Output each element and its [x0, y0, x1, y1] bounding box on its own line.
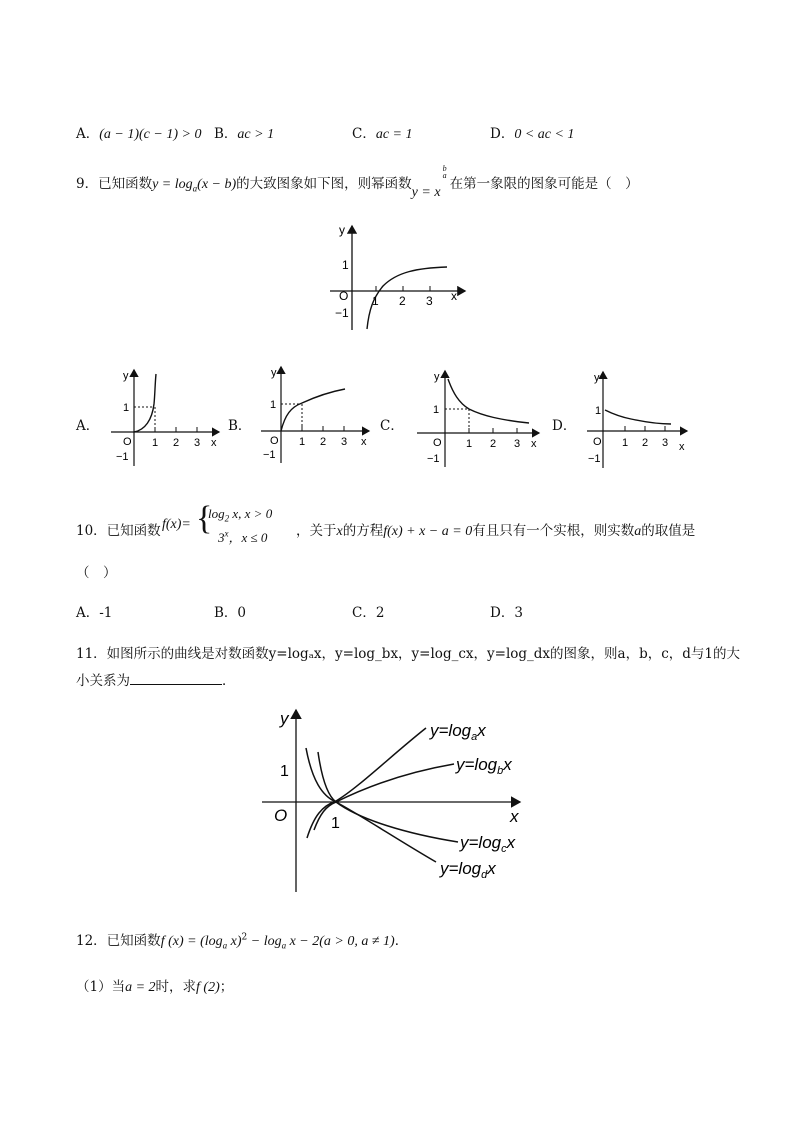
- tick-y-1: 1: [123, 402, 130, 414]
- label-log-d: $y=\log_dx$: [440, 859, 496, 881]
- q10-case1-log: log: [208, 506, 225, 521]
- q9-option-c-label: C．: [380, 418, 404, 434]
- y-label: y: [280, 709, 289, 728]
- x-label: x: [211, 437, 217, 449]
- tick-y-1: 1: [342, 258, 349, 272]
- q9-option-a-graph: [107, 366, 225, 470]
- y-label: y: [271, 367, 277, 379]
- q10-case-2: [218, 527, 267, 546]
- tick-x-1: 1: [152, 437, 159, 449]
- curve-a: [134, 374, 156, 432]
- q12-part1-f: f (2): [196, 980, 220, 995]
- q12-part1-end: ；: [219, 979, 234, 995]
- q8-option-a-text: (a − 1)(c − 1) > 0: [99, 127, 202, 142]
- q9-power: [411, 164, 450, 200]
- q12-formula-4: x − 2(a > 0, a ≠ 1): [286, 934, 395, 949]
- tick-x-2: 2: [642, 437, 649, 449]
- q10-stem-3: 的方程: [342, 523, 384, 539]
- q11-answer-blank[interactable]: [130, 672, 222, 685]
- q8-option-d-text: 0 < ac < 1: [514, 127, 575, 142]
- q8-option-b-text: ac > 1: [237, 127, 275, 142]
- q9-formula-2: (x − b): [197, 177, 237, 192]
- tick-x-1: 1: [299, 436, 306, 448]
- q9-stem-3: 在第一象限的图象可能是（ ）: [449, 176, 639, 192]
- q9-option-d-graph: [583, 368, 693, 472]
- q9-option-d-label: D．: [552, 418, 577, 434]
- y-label: y: [339, 223, 345, 237]
- tick-y-minus1: −1: [588, 453, 601, 465]
- y-label: y: [123, 370, 129, 382]
- q9-power-den: a: [442, 171, 447, 180]
- q10-case1-sub: 2: [224, 513, 230, 524]
- q10-fx: f(x)=: [162, 517, 191, 532]
- q9-stem: [76, 164, 639, 200]
- tick-y-1: 1: [270, 399, 277, 411]
- x-label: x: [531, 438, 537, 450]
- origin-label: O: [339, 289, 349, 303]
- q10-stem-5: 的取值是: [641, 523, 696, 539]
- tick-x-3: 3: [514, 438, 521, 450]
- tick-x-1: 1: [466, 438, 473, 450]
- q9-option-b-graph: [257, 363, 375, 467]
- origin-label: O: [433, 437, 442, 449]
- q10-equation: f(x) + x − a = 0: [383, 524, 473, 539]
- origin-label: O: [123, 436, 132, 448]
- q8-option-b: [214, 122, 274, 143]
- q9-power-base: y = x: [411, 185, 441, 200]
- q10-option-a: A．-1: [76, 605, 113, 621]
- tick-x-1: 1: [372, 294, 379, 308]
- q8-option-c: [352, 122, 413, 143]
- tick-x-2: 2: [399, 294, 406, 308]
- q12-sub1: a: [222, 940, 228, 951]
- q8-option-c-text: ac = 1: [375, 127, 413, 142]
- q12-sup: 2: [241, 932, 248, 943]
- q9-main-graph: [325, 222, 475, 334]
- curve-b: [281, 389, 345, 431]
- tick-x-1: 1: [622, 437, 629, 449]
- q12-formula-3: − log: [247, 934, 282, 949]
- q8-option-a-label: A．: [76, 126, 100, 142]
- q10-stem-4: 有且只有一个实根，则实数: [472, 523, 635, 539]
- q12-stem: [76, 929, 408, 951]
- q10-stem-x: x: [336, 524, 343, 539]
- tick-y-minus1: −1: [116, 451, 129, 463]
- q10-case1-rest: x, x > 0: [229, 506, 273, 521]
- q8-option-d: [490, 122, 574, 143]
- tick-x-3: 3: [341, 436, 348, 448]
- label-log-b: $y=\log_bx$: [456, 755, 512, 777]
- label-log-c: $y=\log_cx$: [460, 833, 516, 855]
- q10-paren: （ ）: [76, 565, 117, 581]
- tick-y-minus1: −1: [263, 449, 276, 461]
- tick-y-1: 1: [280, 763, 289, 780]
- q9-option-a-label: A．: [76, 418, 100, 434]
- q8-option-c-label: C．: [352, 126, 376, 142]
- q12-formula-2: x): [227, 934, 242, 949]
- q10-stem-a: a: [634, 524, 642, 539]
- tick-x-2: 2: [320, 436, 327, 448]
- q11-graph: [258, 706, 528, 896]
- tick-x-3: 3: [662, 437, 669, 449]
- q10-option-b: B．0: [214, 605, 247, 621]
- q12-part1-label: （1）当: [76, 979, 126, 995]
- q10-stem-1: 10．已知函数: [76, 523, 161, 539]
- curve-d: [605, 410, 671, 424]
- tick-x-3: 3: [426, 294, 433, 308]
- q12-part1-mid: 时，求: [155, 979, 197, 995]
- q12-part-1: [76, 975, 233, 996]
- q10-option-d: D．3: [490, 605, 523, 621]
- x-label: x: [451, 289, 457, 303]
- y-label: y: [594, 372, 600, 384]
- q9-formula: y = log: [152, 177, 193, 192]
- q9-power-num: b: [442, 164, 447, 173]
- q11-line-1: 11．如图所示的曲线是对数函数y=logₐx，y=log_bx，y=log_cx，y=log_dx的图象，则a，b，c，d与1的大: [76, 646, 741, 662]
- curve-c: [448, 379, 529, 423]
- log-curve: [367, 267, 447, 329]
- x-label: x: [679, 441, 685, 453]
- q12-end: ．: [394, 933, 409, 949]
- label-log-a: $y=\log_ax$: [430, 721, 486, 743]
- q12-sub2: a: [281, 940, 287, 951]
- q11-line2-text: 小关系为: [76, 673, 130, 689]
- origin-label: O: [274, 806, 288, 825]
- q8-option-b-label: B．: [214, 126, 238, 142]
- curve-log-d: [306, 748, 436, 862]
- q10-brace: {: [196, 500, 213, 537]
- q9-option-b-label: B．: [228, 418, 252, 434]
- x-label: x: [510, 807, 519, 826]
- q12-stem-1: 12．已知函数: [76, 933, 161, 949]
- tick-x-2: 2: [490, 438, 497, 450]
- q10-stem-2: ，关于: [296, 523, 337, 539]
- q10-case2-rest: ，x ≤ 0: [228, 530, 268, 545]
- tick-x-1: 1: [331, 815, 340, 832]
- origin-label: O: [593, 436, 602, 448]
- origin-label: O: [270, 435, 279, 447]
- tick-y-1: 1: [595, 405, 602, 417]
- q12-formula: f (x) = (log: [160, 934, 223, 949]
- y-label: y: [434, 371, 440, 383]
- tick-x-3: 3: [194, 437, 201, 449]
- q8-option-d-label: D．: [490, 126, 515, 142]
- q10-case-1: [208, 506, 272, 524]
- q10-stem-rest: [296, 519, 695, 540]
- q9-formula-sub: a: [192, 183, 198, 194]
- q10-case2-base: 3: [218, 530, 225, 545]
- tick-y-1: 1: [433, 404, 440, 416]
- q11-line2-end: ．: [222, 673, 236, 689]
- q8-option-a: [76, 122, 201, 143]
- q11-line-2: [76, 669, 236, 689]
- q10-case2-exp: x: [224, 528, 229, 539]
- q9-option-c-graph: [413, 367, 545, 471]
- tick-y-minus1: −1: [335, 306, 349, 320]
- x-label: x: [361, 436, 367, 448]
- q12-part1-math: a = 2: [125, 980, 156, 995]
- tick-x-2: 2: [173, 437, 180, 449]
- q9-stem-2: 的大致图象如下图，则幂函数: [236, 176, 412, 192]
- q9-power-exp: [443, 165, 447, 179]
- q9-stem-1: 9．已知函数: [76, 176, 153, 192]
- tick-y-minus1: −1: [427, 453, 440, 465]
- q10-option-c: C．2: [352, 605, 385, 621]
